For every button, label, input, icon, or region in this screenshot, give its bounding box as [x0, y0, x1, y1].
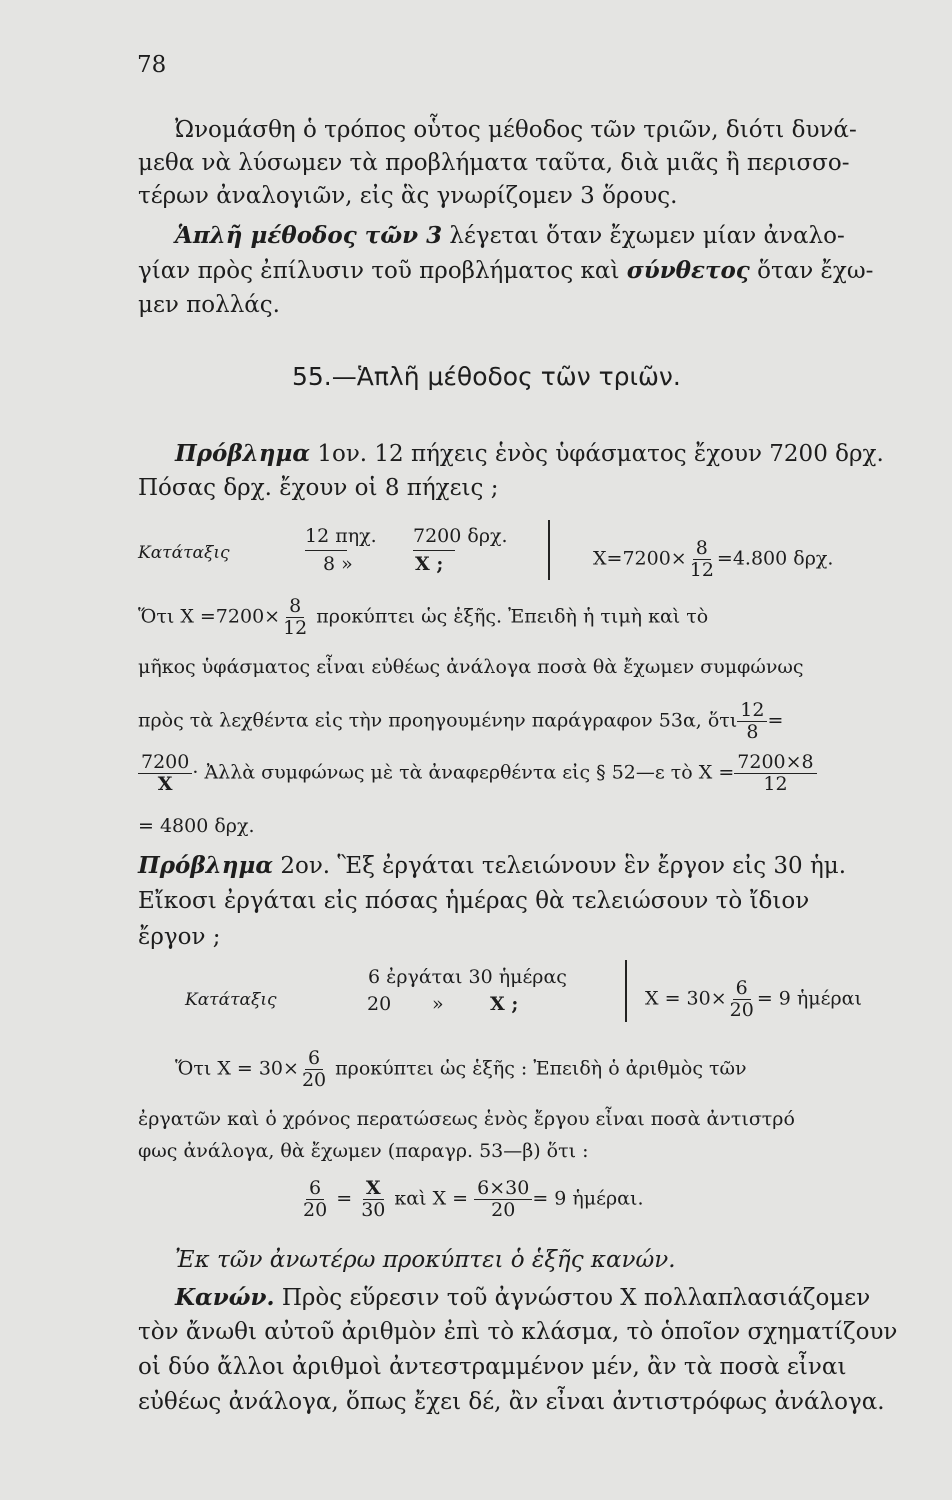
rule-line-3: οἱ δύο ἄλλοι ἀριθμοὶ ἀντεστραμμένον μέν, ἂν τὰ ποσὰ εἶναι: [138, 1354, 847, 1380]
intro-line-1: Ὠνομάσθη ὁ τρόπος οὗτος μέθοδος τῶν τριῶν, διότι δυνά-: [175, 117, 857, 143]
problem2-explain-line-2: ἐργατῶν καὶ ὁ χρόνος περατώσεως ἑνὸς ἔργου εἶναι ποσὰ ἀντιστρό: [138, 1108, 795, 1130]
intro-line-3: τέρων ἀναλογιῶν, εἰς ἃς γνωρίζομεν 3 ὅρους.: [138, 183, 678, 209]
intro-line-4: Ἁπλῆ μέθοδος τῶν 3 λέγεται ὅταν ἔχωμεν μίαν ἀναλο-: [175, 222, 845, 249]
section-heading: 55.—Ἁπλῆ μέθοδος τῶν τριῶν.: [292, 362, 681, 391]
problem1-explain-line-3: πρὸς τὰ λεχθέντα εἰς τὴν προηγουμένην παράγραφον 53α, ὅτι $\frac{12}{8}$ =: [138, 699, 784, 743]
fraction: $\frac{12}{8}$: [737, 700, 767, 743]
fraction: $\frac{7200\times 8}{12}$: [734, 752, 816, 795]
page-number: 78: [137, 52, 167, 78]
fraction: $\frac{6}{20}$: [729, 977, 754, 1021]
fraction: $\frac{7200}{X}$: [138, 752, 192, 795]
problem2-setup-brace: [625, 960, 627, 1022]
problem2-line-3: ἔργον ;: [138, 924, 221, 950]
problem1-line-1: Πρόβλημα 1ον. 12 πήχεις ἑνὸς ὑφάσματος ἔχουν 7200 δρχ.: [175, 440, 884, 467]
problem2-setup-row1: 6 ἐργάται 30 ἡμέρας: [368, 966, 567, 988]
intro-line-6: μεν πολλάς.: [138, 292, 280, 318]
problem1-setup-row2-b: X ;: [415, 553, 444, 575]
rule-line-1: Κανών. Πρὸς εὕρεσιν τοῦ ἀγνώστου X πολλαπλασιάζομεν: [175, 1284, 871, 1311]
problem2-setup-row2-c: X ;: [490, 993, 519, 1015]
rule-label: Κανών.: [175, 1284, 275, 1311]
compound-term: σύνθετος: [626, 257, 750, 284]
problem1-setup-row2-a: 8 »: [323, 553, 353, 575]
fraction: $\frac{X}{30}$: [361, 1177, 386, 1221]
fraction: $\frac{8}{12}$: [283, 595, 308, 639]
problem2-setup-result: X = 30× $\frac{6}{20}$ = 9 ἡμέραι: [645, 977, 862, 1021]
rule-line-2: τὸν ἄνωθι αὐτοῦ ἀριθμὸν ἐπὶ τὸ κλάσμα, τὸ ὁποῖον σχηματίζουν: [138, 1319, 898, 1345]
problem1-setup-label: Κατάταξις: [138, 543, 230, 563]
fraction: $\frac{6}{20}$: [303, 1177, 328, 1221]
problem1-setup-brace: [548, 520, 550, 580]
problem1-explain-line-1: Ὅτι X =7200× $\frac{8}{12}$ προκύπτει ὡς ἑξῆς. Ἐπειδὴ ἡ τιμὴ καὶ τὸ: [138, 595, 709, 639]
problem1-explain-line-4: $\frac{7200}{X}$ · Ἀλλὰ συμφώνως μὲ τὰ ἀναφερθέντα εἰς § 52—ε τὸ X = $\frac{7200\times 8}{12}$: [138, 752, 817, 795]
simple-method-term: Ἁπλῆ μέθοδος τῶν 3: [175, 222, 443, 249]
conclusion-line: Ἐκ τῶν ἀνωτέρω προκύπτει ὁ ἑξῆς κανών.: [175, 1247, 676, 1273]
problem1-setup-row1-b: 7200 δρχ.: [413, 525, 508, 547]
problem1-setup-rule-a: [305, 550, 347, 551]
problem2-setup-label: Κατάταξις: [185, 990, 277, 1010]
problem1-setup-rule-b: [413, 550, 455, 551]
rule-line-4: εὐθέως ἀνάλογα, ὅπως ἔχει δέ, ἂν εἶναι ἀντιστρόφως ἀνάλογα.: [138, 1389, 885, 1415]
problem1-line-2: Πόσας δρχ. ἔχουν οἱ 8 πήχεις ;: [138, 475, 499, 501]
problem2-equation: $\frac{6}{20}$ = $\frac{X}{30}$ καὶ X = $\frac{6\times 30}{20}$ = 9 ἡμέραι.: [300, 1178, 643, 1221]
problem1-explain-line-2: μῆκος ὑφάσματος εἶναι εὐθέως ἀνάλογα ποσὰ θὰ ἔχωμεν συμφώνως: [138, 656, 804, 678]
fraction: $\frac{6}{20}$: [301, 1047, 327, 1091]
problem1-explain-line-5: = 4800 δρχ.: [138, 815, 255, 837]
problem2-label: Πρόβλημα: [138, 852, 274, 879]
intro-line-2: μεθα νὰ λύσωμεν τὰ προβλήματα ταῦτα, διὰ μιᾶς ἢ περισσο-: [138, 150, 850, 176]
problem1-setup-row1-a: 12 πηχ.: [305, 525, 377, 547]
problem2-setup-row2-b: »: [432, 993, 444, 1015]
problem2-line-2: Εἴκοσι ἐργάται εἰς πόσας ἡμέρας θὰ τελειώσουν τὸ ἴδιον: [138, 888, 810, 914]
problem1-setup-result: X=7200× $\frac{8}{12}$ =4.800 δρχ.: [593, 537, 834, 581]
problem2-explain-line-1: Ὅτι X = 30× $\frac{6}{20}$ προκύπτει ὡς ἑξῆς : Ἐπειδὴ ὁ ἀριθμὸς τῶν: [175, 1047, 747, 1091]
problem2-explain-line-3: φως ἀνάλογα, θὰ ἔχωμεν (παραγρ. 53—β) ὅτι :: [138, 1140, 589, 1162]
fraction: $\frac{8}{12}$: [689, 537, 714, 581]
problem2-line-1: Πρόβλημα 2ον. Ἓξ ἐργάται τελειώνουν ἓν ἔργον εἰς 30 ἡμ.: [138, 852, 847, 879]
fraction: $\frac{6\times 30}{20}$: [474, 1178, 532, 1221]
problem2-setup-row2-a: 20: [367, 993, 392, 1015]
intro-line-5: γίαν πρὸς ἐπίλυσιν τοῦ προβλήματος καὶ σύνθετος ὅταν ἔχω-: [138, 257, 874, 284]
problem1-label: Πρόβλημα: [175, 440, 311, 467]
